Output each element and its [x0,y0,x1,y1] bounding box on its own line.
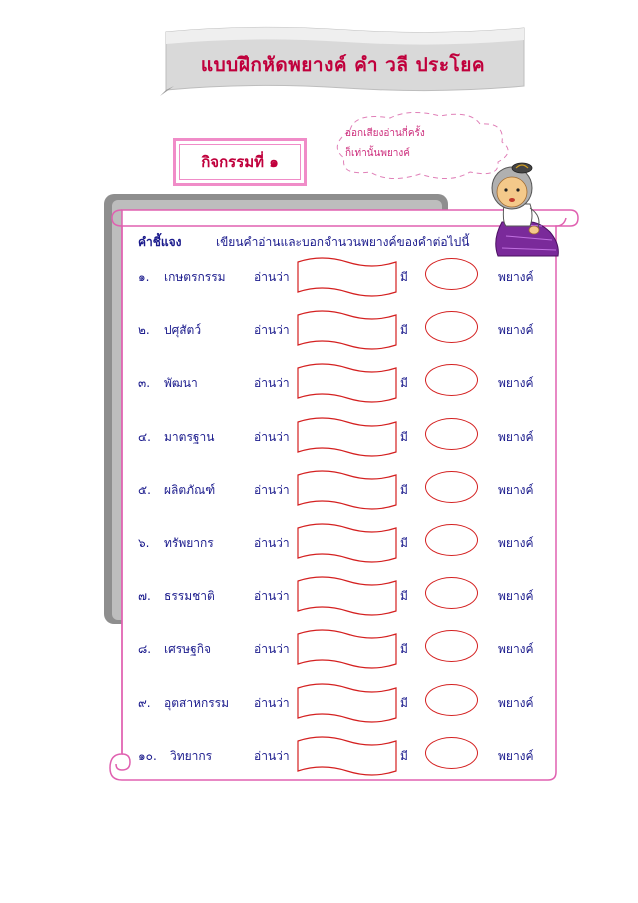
has-label: มี [400,748,408,763]
syllables-label: พยางค์ [498,589,534,604]
syllable-count-field[interactable] [425,684,478,716]
read-as-label: อ่านว่า [254,642,290,657]
item-number: ๘. [138,642,152,657]
syllables-label: พยางค์ [498,376,534,391]
has-label: มี [400,482,408,497]
syllables-label: พยางค์ [498,695,534,710]
read-as-label: อ่านว่า [254,748,290,763]
exercise-row [0,581,638,611]
item-number: ๒. [138,323,150,338]
reading-answer-field[interactable] [296,575,398,617]
syllables-label: พยางค์ [498,270,534,284]
read-as-label: อ่านว่า [254,589,290,604]
item-word: ธรรมชาติ [164,589,215,604]
read-as-label: อ่านว่า [254,695,290,710]
syllable-count-field[interactable] [425,737,478,769]
item-number: ๑๐. [138,748,157,763]
syllable-count-field[interactable] [425,418,478,450]
exercise-row [0,475,638,505]
item-number: ๙. [138,695,151,710]
has-label: มี [400,695,408,710]
syllable-count-field[interactable] [425,524,478,556]
item-word: ปศุสัตว์ [164,323,202,338]
syllables-label: พยางค์ [498,429,534,444]
item-number: ๔. [138,429,151,444]
has-label: มี [400,642,408,657]
speech-bubble-text [345,124,485,164]
reading-answer-field[interactable] [296,362,398,404]
item-word: อุตสาหกรรม [164,695,230,710]
read-as-label: อ่านว่า [254,270,290,284]
activity-box [173,138,307,186]
has-label: มี [400,270,408,284]
syllables-label: พยางค์ [498,748,534,763]
syllables-label: พยางค์ [498,536,534,550]
item-word: ทรัพยากร [164,536,214,550]
item-word: มาตรฐาน [164,429,215,444]
syllables-label: พยางค์ [498,323,534,338]
page-title: แบบฝึกหัดพยางค์ คำ วลี ประโยค [200,54,486,76]
instructions-text: เขียนคำอ่านและบอกจำนวนพยางค์ของคำต่อไปนี้ [216,235,470,249]
syllable-count-field[interactable] [425,577,478,609]
reading-answer-field[interactable] [296,469,398,511]
has-label: มี [400,429,408,444]
exercise-row [0,315,638,345]
reading-answer-field[interactable] [296,628,398,670]
syllables-label: พยางค์ [498,642,534,657]
character-illustration [472,160,562,260]
exercise-row [0,422,638,452]
exercise-row [0,528,638,558]
read-as-label: อ่านว่า [254,429,290,444]
syllables-label: พยางค์ [498,482,534,497]
exercise-row [0,741,638,771]
item-number: ๕. [138,482,151,497]
read-as-label: อ่านว่า [254,323,290,338]
reading-answer-field[interactable] [296,735,398,777]
syllable-count-field[interactable] [425,364,478,396]
syllable-count-field[interactable] [425,258,478,290]
exercise-row [0,634,638,664]
reading-answer-field[interactable] [296,416,398,458]
syllable-count-field[interactable] [425,471,478,503]
item-word: วิทยากร [170,748,213,763]
reading-answer-field[interactable] [296,522,398,564]
item-word: ผลิตภัณฑ์ [164,482,216,497]
bubble-line-2: ก็เท่านั้นพยางค์ [345,148,410,159]
exercise-row [0,368,638,398]
has-label: มี [400,376,408,391]
reading-answer-field[interactable] [296,309,398,351]
read-as-label: อ่านว่า [254,482,290,497]
reading-answer-field[interactable] [296,682,398,724]
instructions-label: คำชี้แจง [138,235,182,249]
has-label: มี [400,589,408,604]
item-number: ๓. [138,376,151,391]
activity-label: กิจกรรมที่ ๑ [179,144,301,180]
exercise-row [0,262,638,292]
read-as-label: อ่านว่า [254,536,290,550]
has-label: มี [400,323,408,338]
read-as-label: อ่านว่า [254,376,290,391]
bubble-line-1: ออกเสียงอ่านกี่ครั้ง [345,128,425,139]
item-number: ๑. [138,270,150,284]
item-word: พัฒนา [164,376,198,391]
syllable-count-field[interactable] [425,311,478,343]
reading-answer-field[interactable] [296,256,398,298]
exercise-row [0,688,638,718]
has-label: มี [400,536,408,550]
instructions [138,233,470,252]
item-number: ๖. [138,536,150,550]
syllable-count-field[interactable] [425,630,478,662]
item-number: ๗. [138,589,151,604]
item-word: เกษตรกรรม [164,270,226,284]
item-word: เศรษฐกิจ [164,642,211,657]
